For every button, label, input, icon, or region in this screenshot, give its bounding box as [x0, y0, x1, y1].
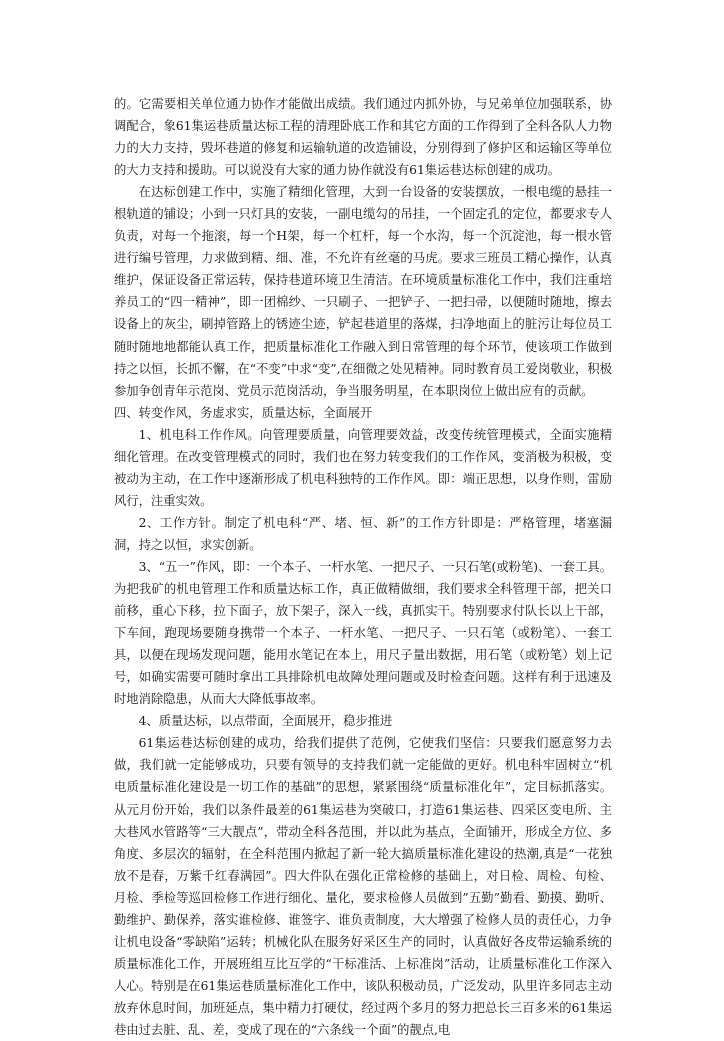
paragraph-five-one: 3、“五一”作风，即：一个本子、一杆水笔、一把尺子、一只石笔(或粉笔)、一套工具。为把我矿的机电管理工作和质量达标工作，真正做精做细，我们要求全科管理干部，把关口前移，重心下移，拉下面子，放下架子，深入一线，真抓实干。特别要求付队长以上干部，下车间，跑现场要随身携带一个本子、一杆水笔、一把尺子、一只石笔（或粉笔）、一套工具，以便在现场发现问题，能用水笔记在本上，用尺子量出数据，用石笔（或粉笔）划上记号，如确实需要可随时拿出工具排除机电故障处理问题或及时检查问题。这样有利于迅速及时地消除隐患，从而大大降低事故率。 [114, 559, 612, 707]
paragraph-quality-body: 61集运巷达标创建的成功，给我们提供了范例，它使我们坚信：只要我们愿意努力去做，我们就一定能够成功，只要有领导的支持我们就一定能做的更好。机电科牢固树立“机电质量标准化建设是一切工作的基础”的思想，紧紧围绕“质量标准化年”，定目标抓落实。从元月份开始，我们以条件最差的61集运巷为突破口，打造61集运巷、四采区变电所、主大巷风水管路等“三大靓点”，带动全科各范围，并以此为基点，全面铺开，形成全方位、多角度、多层次的辐射，在全科范围内掀起了新一轮大搞质量标准化建设的热潮,真是“一花独放不是春，万紫千红春满园”。四大件队在强化正常检修的基础上，对日检、周检、旬检、月检、季检等巡回检修工作进行细化、量化，要求检修人员做到”五勤”勤看、勤摸、勤听、勤维护、勤保养，落实谁检修、谁签字、谁负责制度，大大增强了检修人员的责任心，力争让机电设备“零缺陷”运转；机械化队在服务好采区生产的同时，认真做好各皮带运输系统的质量标准化工作，开展班组互比互学的“干标准活、上标准岗”活动，让质量标准化工作深入人心。特别是在61集运巷质量标准化工作中，该队积极动员，广泛发动，队里许多同志主动放弃休息时间，加班延点，集中精力打硬仗，经过两个多月的努力把总长三百多米的61集运巷由过去脏、乱、差，变成了现在的“六条线一个面”的靓点,电 [114, 736, 612, 1037]
section-heading: 四、转变作风，务虚求实，质量达标，全面展开 [114, 405, 373, 420]
paragraph-work-style: 1、机电科工作作风。向管理要质量，向管理要效益，改变传统管理模式，全面实施精细化管理。在改变管理模式的同时，我们也在努力转变我们的工作作风，变消极为积极，变被动为主动，在工作中逐渐形成了机电科独特的工作作风。即：端正思想，以身作则，雷励风行，注重实效。 [114, 427, 612, 508]
paragraph-quality-heading: 4、质量达标，以点带面，全面展开，稳步推进 [138, 714, 393, 729]
paragraph-1: 的。它需要相关单位通力协作才能做出成绩。我们通过内抓外协，与兄弟单位加强联系，协调配合，象61集运巷质量达标工程的清理卧底工作和其它方面的工作得到了全科各队人力物力的大力支持，毁坏巷道的修复和运输轨道的改造铺设，分别得到了修护区和运输区等单位的大力支持和援助。可以说没有大家的通力协作就没有61集运巷达标创建的成功。 [114, 97, 612, 178]
paragraph-2: 在达标创建工作中，实施了精细化管理，大到一台设备的安装摆放，一根电缆的悬挂一根轨道的铺设；小到一只灯具的安装，一副电缆勾的吊挂，一个固定孔的定位，都要求专人负责，对每一个拖滚，每一个H架，每一个杠杆，每一个水沟，每一个沉淀池，每一根水管进行编号管理，力求做到精、细、准，不允许有丝毫的马虎。要求三班员工精心操作，认真维护，保证设备正常运转，保持巷道环境卫生清洁。在环境质量标准化工作中，我们注重培养员工的“四一精神”，即一团棉纱、一只刷子、一把铲子、一把扫帚，以便随时随地，擦去设备上的灰尘，刷掉管路上的锈迹尘迹，铲起巷道里的落煤，扫净地面上的脏污让每位员工随时随地地都能认真工作，把质量标准化工作融入到日常管理的每个环节，使该项工作做到持之以恒，长抓不懈，在“不变”中求“变”,在细微之处见精神。同时教育员工爱岗敬业，积极参加争创青年示范岗、党员示范岗活动，争当服务明星，在本职岗位上做出应有的贡献。 [114, 185, 612, 398]
document-body [114, 93, 612, 1041]
paragraph-work-policy: 2、工作方针。制定了机电科“严、堵、恒、新”的工作方针即是：严格管理，堵塞漏洞，持之以恒，求实创新。 [114, 515, 612, 552]
